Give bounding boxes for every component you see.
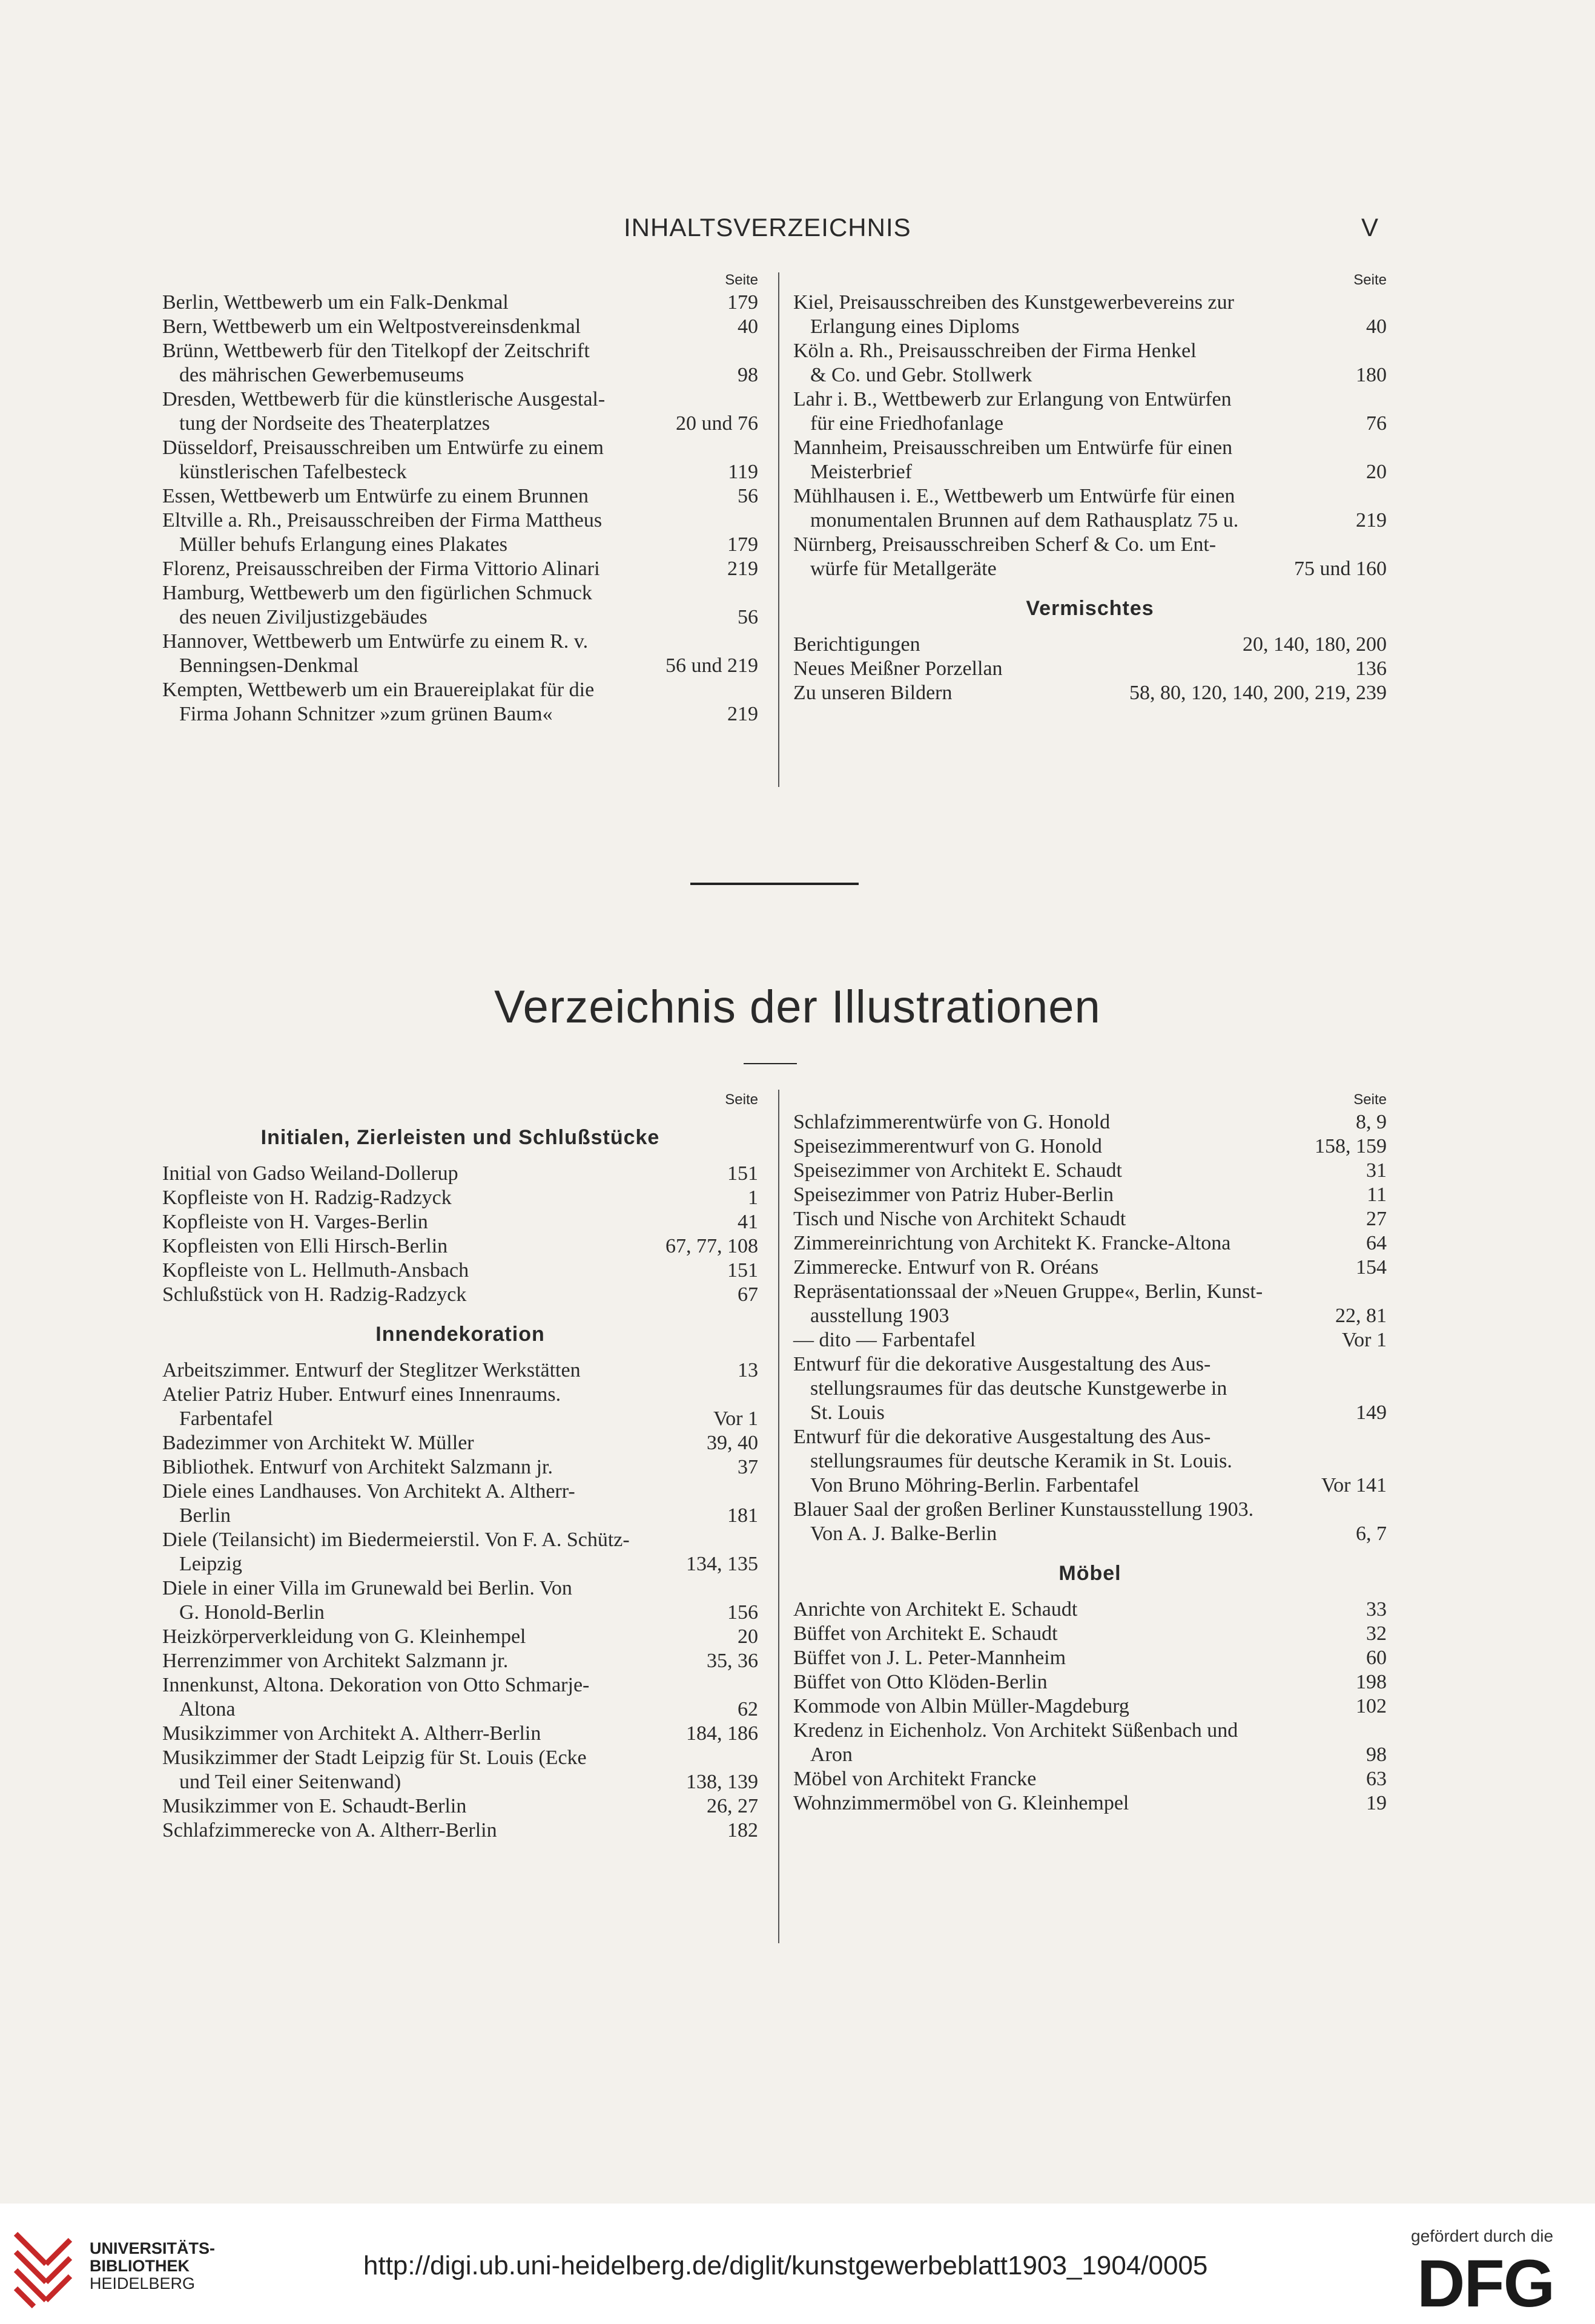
index-entry (793, 291, 1387, 339)
index-entry (793, 1598, 1387, 1622)
entry-text: Neues Meißner Porzellan (793, 657, 1003, 680)
page-reference: 219 (722, 702, 758, 726)
page-reference: 98 (1361, 1743, 1387, 1767)
illustrations-title: Verzeichnis der Illustrationen (494, 981, 1101, 1033)
index-entry (162, 1819, 758, 1843)
page-reference: 179 (722, 291, 758, 315)
entry-text: Initial von Gadso Weiland-Dollerup (162, 1162, 458, 1185)
page-reference: 19 (1361, 1791, 1387, 1815)
entry-text: Mannheim, Preisausschreiben um Entwürfe für einen (793, 436, 1233, 459)
page-reference: 20 (733, 1625, 758, 1649)
page-reference: 56 (733, 605, 758, 630)
page-reference: 102 (1351, 1694, 1387, 1719)
page-reference: 184, 186 (681, 1722, 758, 1746)
entry-text: Essen, Wettbewerb um Entwürfe zu einem Brunnen (162, 485, 589, 507)
entry-text: Florenz, Preisausschreiben der Firma Vittorio Alinari (162, 558, 600, 580)
page-reference: 35, 36 (702, 1649, 758, 1673)
entry-text-continued: würfe für Metallgeräte (810, 558, 997, 580)
entry-text-continued: & Co. und Gebr. Stollwerk (810, 364, 1032, 386)
index-entry (793, 657, 1387, 681)
entry-text: Lahr i. B., Wettbewerb zur Erlangung von Entwürfen (793, 388, 1232, 410)
entry-text: Speisezimmerentwurf von G. Honold (793, 1135, 1102, 1157)
entry-text: Entwurf für die dekorative Ausgestaltung des Aus- (793, 1426, 1211, 1448)
library-name (90, 2240, 215, 2293)
index-entry (793, 436, 1387, 484)
page-reference: 134, 135 (681, 1552, 758, 1576)
entry-text-continued: des neuen Ziviljustizgebäudes (179, 606, 428, 628)
entry-text: Hannover, Wettbewerb um Entwürfe zu einem R. v. (162, 630, 589, 653)
entry-text: Speisezimmer von Architekt E. Schaudt (793, 1159, 1122, 1182)
entry-text-continued: stellungsraumes für das deutsche Kunstgewerbe in (810, 1377, 1227, 1400)
index-entry (162, 1431, 758, 1455)
page-reference: 33 (1361, 1598, 1387, 1622)
page-reference: 138, 139 (681, 1770, 758, 1794)
page-reference: 20 (1361, 460, 1387, 484)
page-reference: 179 (722, 533, 758, 557)
page-reference: 26, 27 (702, 1794, 758, 1819)
entry-text-continued: für eine Friedhofanlage (810, 412, 1004, 435)
entry-text: Büffet von J. L. Peter-Mannheim (793, 1647, 1066, 1669)
index-entry (162, 1162, 758, 1186)
entry-text: Tisch und Nische von Architekt Schaudt (793, 1208, 1126, 1230)
entry-text-continued: Altona (179, 1698, 236, 1720)
entry-text: Zimmerecke. Entwurf von R. Oréans (793, 1256, 1099, 1279)
entry-text: Diele in einer Villa im Grunewald bei Berlin. Von (162, 1577, 572, 1599)
page-reference: 39, 40 (702, 1431, 758, 1455)
page-reference: 182 (722, 1819, 758, 1843)
entry-text: Wohnzimmermöbel von G. Kleinhempel (793, 1792, 1129, 1814)
page-reference: 181 (722, 1504, 758, 1528)
entry-text-continued: Erlangung eines Diploms (810, 315, 1020, 338)
entry-text: Diele eines Landhauses. Von Architekt A. Altherr- (162, 1480, 575, 1503)
entry-text: Atelier Patriz Huber. Entwurf eines Innenraums. (162, 1383, 561, 1406)
page-reference: 32 (1361, 1622, 1387, 1646)
index-entry (793, 1670, 1387, 1694)
entry-text: Musikzimmer der Stadt Leipzig für St. Louis (Ecke (162, 1746, 587, 1769)
index-entry (162, 1259, 758, 1283)
index-entry (793, 1134, 1387, 1159)
index-entry (162, 339, 758, 387)
index-entry (793, 1159, 1387, 1183)
page-reference: 151 (722, 1162, 758, 1186)
index-entry (793, 1694, 1387, 1719)
entry-text-continued: ausstellung 1903 (810, 1305, 949, 1327)
entry-text: Eltville a. Rh., Preisausschreiben der Firma Mattheus (162, 509, 603, 532)
entry-text-continued: des mährischen Gewerbemuseums (179, 364, 464, 386)
page-reference: 41 (733, 1210, 758, 1234)
entry-text: Bibliothek. Entwurf von Architekt Salzmann jr. (162, 1456, 553, 1478)
index-entry (162, 1576, 758, 1625)
page-reference: 20, 140, 180, 200 (1238, 633, 1387, 657)
index-entry (793, 533, 1387, 581)
source-url-link[interactable]: http://digi.ub.uni-heidelberg.de/diglit/kunstgewerbeblatt1903_1904/0005 (363, 2251, 1208, 2280)
entry-text: Repräsentationssaal der »Neuen Gruppe«, Berlin, Kunst- (793, 1280, 1263, 1303)
page-reference: 98 (733, 363, 758, 387)
page-reference: 219 (722, 557, 758, 581)
index-entry (162, 1794, 758, 1819)
index-entry (793, 387, 1387, 436)
index-entry (793, 1646, 1387, 1670)
library-line-1: UNIVERSITÄTS- (90, 2239, 216, 2257)
index-entry (793, 1425, 1387, 1498)
index-entry (162, 1358, 758, 1383)
page-reference: 75 und 160 (1289, 557, 1387, 581)
page-reference: 20 und 76 (671, 412, 758, 436)
entry-text: Berlin, Wettbewerb um ein Falk-Denkmal (162, 291, 509, 314)
page-reference: 136 (1351, 657, 1387, 681)
entry-text-continued: Aron (810, 1743, 853, 1766)
entry-text: Kempten, Wettbewerb um ein Brauereiplakat für die (162, 679, 595, 701)
entry-text: Düsseldorf, Preisausschreiben um Entwürfe zu einem (162, 436, 604, 459)
footer-bar (0, 2204, 1595, 2324)
index-entry (162, 509, 758, 557)
entry-text-continued: künstlerischen Tafelbesteck (179, 461, 407, 483)
index-entry (162, 291, 758, 315)
index-entry (162, 1528, 758, 1576)
column-divider (778, 272, 779, 787)
index-entry (162, 630, 758, 678)
entry-text-continued: Benningsen-Denkmal (179, 654, 359, 677)
entry-text: Dresden, Wettbewerb für die künstlerische Ausgestal- (162, 388, 606, 410)
seite-label: Seite (1353, 1091, 1387, 1108)
index-entry (793, 1110, 1387, 1134)
index-column-left (162, 270, 758, 726)
index-entry (162, 484, 758, 509)
entry-text: Musikzimmer von Architekt A. Altherr-Berlin (162, 1722, 541, 1745)
entry-text: Möbel von Architekt Francke (793, 1768, 1037, 1790)
entry-text-continued: tung der Nordseite des Theaterplatzes (179, 412, 490, 435)
index-entry (793, 1231, 1387, 1256)
entry-text-continued: Firma Johann Schnitzer »zum grünen Baum« (179, 703, 553, 725)
page-reference: 151 (722, 1259, 758, 1283)
section-heading: Vermischtes (1026, 597, 1154, 620)
entry-text-continued: monumentalen Brunnen auf dem Rathausplatz 75 u. (810, 509, 1239, 532)
index-entry (162, 1283, 758, 1307)
page-reference: 154 (1351, 1256, 1387, 1280)
page-reference: 27 (1361, 1207, 1387, 1231)
page-reference: 56 und 219 (661, 654, 758, 678)
index-entry (793, 1719, 1387, 1767)
index-entry (793, 633, 1387, 657)
page-number: V (1361, 213, 1379, 242)
page-reference: 76 (1361, 412, 1387, 436)
dfg-logo: DFG (1417, 2247, 1554, 2321)
index-entry (162, 387, 758, 436)
entry-text-continued: Berlin (179, 1504, 231, 1527)
index-entry (793, 1791, 1387, 1815)
university-library-logo-icon (10, 2222, 76, 2312)
index-entry (162, 1625, 758, 1649)
index-entry (162, 1455, 758, 1480)
index-entry (793, 681, 1387, 705)
seite-label: Seite (725, 1091, 758, 1108)
page-reference: 11 (1362, 1183, 1387, 1207)
page-reference: 156 (722, 1601, 758, 1625)
index-entry (162, 1210, 758, 1234)
entry-text: Mühlhausen i. E., Wettbewerb um Entwürfe für einen (793, 485, 1235, 507)
entry-text-continued: Farbentafel (179, 1407, 273, 1430)
page-reference: 56 (733, 484, 758, 509)
page-reference: 8, 9 (1351, 1110, 1387, 1134)
page-reference: Vor 1 (708, 1407, 758, 1431)
entry-text: Büffet von Architekt E. Schaudt (793, 1622, 1058, 1645)
page-reference: 1 (743, 1186, 758, 1210)
index-entry (162, 1383, 758, 1431)
seite-label: Seite (1353, 272, 1387, 288)
page-reference: 119 (723, 460, 758, 484)
page-reference: 40 (733, 315, 758, 339)
entry-text: Kopfleisten von Elli Hirsch-Berlin (162, 1235, 448, 1257)
entry-text: Berichtigungen (793, 633, 920, 656)
column-divider (778, 1090, 779, 1943)
entry-text: Musikzimmer von E. Schaudt-Berlin (162, 1795, 467, 1817)
index-entry (162, 1234, 758, 1259)
entry-text-continued: und Teil einer Seitenwand) (179, 1771, 401, 1793)
entry-text-continued: St. Louis (810, 1401, 885, 1424)
entry-text: Büffet von Otto Klöden-Berlin (793, 1671, 1048, 1693)
index-entry (162, 581, 758, 630)
page-reference: 63 (1361, 1767, 1387, 1791)
entry-text-continued: Von Bruno Möhring-Berlin. Farbentafel (810, 1474, 1140, 1496)
entry-text: Zu unseren Bildern (793, 682, 953, 704)
page-reference: 40 (1361, 315, 1387, 339)
index-entry (793, 339, 1387, 387)
entry-text: Kommode von Albin Müller-Magdeburg (793, 1695, 1129, 1717)
illustrations-column-left (162, 1090, 758, 1843)
index-entry (162, 436, 758, 484)
page-reference: 180 (1351, 363, 1387, 387)
funding-note: gefördert durch die (1411, 2227, 1554, 2245)
index-entry (793, 1767, 1387, 1791)
page-reference: 6, 7 (1351, 1522, 1387, 1546)
entry-text: Nürnberg, Preisausschreiben Scherf & Co. um Ent- (793, 533, 1217, 556)
entry-text: Kiel, Preisausschreiben des Kunstgewerbevereins zur (793, 291, 1234, 314)
entry-text: Speisezimmer von Patriz Huber-Berlin (793, 1183, 1114, 1206)
index-entry (162, 1649, 758, 1673)
illustrations-column-right (793, 1090, 1387, 1815)
title-underline (744, 1063, 797, 1064)
page-reference: 198 (1351, 1670, 1387, 1694)
entry-text: Heizkörperverkleidung von G. Kleinhempel (162, 1625, 526, 1648)
section-heading: Möbel (1058, 1562, 1121, 1585)
index-entry (793, 1328, 1387, 1352)
library-line-2: BIBLIOTHEK (90, 2257, 190, 2275)
entry-text: Diele (Teilansicht) im Biedermeierstil. Von F. A. Schütz- (162, 1529, 630, 1551)
index-entry (162, 1673, 758, 1722)
entry-text: Schlußstück von H. Radzig-Radzyck (162, 1283, 467, 1306)
entry-text-continued: Leipzig (179, 1553, 242, 1575)
entry-text: Köln a. Rh., Preisausschreiben der Firma Henkel (793, 340, 1197, 362)
index-entry (793, 1207, 1387, 1231)
entry-text: Kopfleiste von H. Radzig-Radzyck (162, 1187, 452, 1209)
entry-text: Kredenz in Eichenholz. Von Architekt Süßenbach und (793, 1719, 1238, 1742)
entry-text: Schlafzimmerecke von A. Altherr-Berlin (162, 1819, 497, 1842)
section-rule (690, 883, 859, 885)
page-reference: 58, 80, 120, 140, 200, 219, 239 (1124, 681, 1387, 705)
index-entry (162, 1480, 758, 1528)
entry-text: Anrichte von Architekt E. Schaudt (793, 1598, 1078, 1621)
page-reference: 67 (733, 1283, 758, 1307)
index-entry (162, 315, 758, 339)
entry-text: Badezimmer von Architekt W. Müller (162, 1432, 474, 1454)
page-reference: 64 (1361, 1231, 1387, 1256)
page-reference: 13 (733, 1358, 758, 1383)
entry-text: Blauer Saal der großen Berliner Kunstausstellung 1903. (793, 1498, 1254, 1521)
index-entry (162, 1722, 758, 1746)
index-entry (793, 1280, 1387, 1328)
entry-text: Herrenzimmer von Architekt Salzmann jr. (162, 1650, 509, 1672)
entry-text: Bern, Wettbewerb um ein Weltpostvereinsdenkmal (162, 315, 581, 338)
entry-text: Kopfleiste von H. Varges-Berlin (162, 1211, 428, 1233)
page-reference: 219 (1351, 509, 1387, 533)
page-reference: 158, 159 (1310, 1134, 1387, 1159)
entry-text: Hamburg, Wettbewerb um den figürlichen Schmuck (162, 582, 592, 604)
entry-text: Arbeitszimmer. Entwurf der Steglitzer Werkstätten (162, 1359, 581, 1381)
index-entry (162, 557, 758, 581)
entry-text-continued: Meisterbrief (810, 461, 913, 483)
entry-text: Innenkunst, Altona. Dekoration von Otto Schmarje- (162, 1674, 590, 1696)
page-reference: 62 (733, 1697, 758, 1722)
entry-text-continued: Von A. J. Balke-Berlin (810, 1522, 997, 1545)
index-entry (793, 1352, 1387, 1425)
index-entry (793, 484, 1387, 533)
index-entry (793, 1622, 1387, 1646)
page-reference: 60 (1361, 1646, 1387, 1670)
entry-text: Entwurf für die dekorative Ausgestaltung des Aus- (793, 1353, 1211, 1375)
entry-text-continued: stellungsraumes für deutsche Keramik in St. Louis. (810, 1450, 1232, 1472)
entry-text-continued: G. Honold-Berlin (179, 1601, 325, 1624)
section-heading: Initialen, Zierleisten und Schlußstücke (260, 1126, 660, 1149)
entry-text-continued: Müller behufs Erlangung eines Plakates (179, 533, 507, 556)
page-reference: Vor 141 (1316, 1473, 1387, 1498)
index-entry (162, 1746, 758, 1794)
library-line-3: HEIDELBERG (90, 2274, 196, 2293)
seite-label: Seite (725, 272, 758, 288)
page-reference: 149 (1351, 1401, 1387, 1425)
page-reference: 37 (733, 1455, 758, 1480)
running-header: INHALTSVERZEICHNIS (624, 213, 911, 242)
entry-text: — dito — Farbentafel (793, 1329, 976, 1351)
index-entry (793, 1498, 1387, 1546)
index-column-right (793, 270, 1387, 705)
index-entry (162, 678, 758, 726)
entry-text: Zimmereinrichtung von Architekt K. Francke-Altona (793, 1232, 1231, 1254)
page-reference: 31 (1361, 1159, 1387, 1183)
entry-text: Kopfleiste von L. Hellmuth-Ansbach (162, 1259, 469, 1282)
section-heading: Innendekoration (375, 1323, 545, 1346)
entry-text: Brünn, Wettbewerb für den Titelkopf der Zeitschrift (162, 340, 590, 362)
page-reference: Vor 1 (1337, 1328, 1387, 1352)
index-entry (793, 1183, 1387, 1207)
page-reference: 22, 81 (1330, 1304, 1387, 1328)
entry-text: Schlafzimmerentwürfe von G. Honold (793, 1111, 1111, 1133)
index-entry (162, 1186, 758, 1210)
page-reference: 67, 77, 108 (661, 1234, 758, 1259)
index-entry (793, 1256, 1387, 1280)
